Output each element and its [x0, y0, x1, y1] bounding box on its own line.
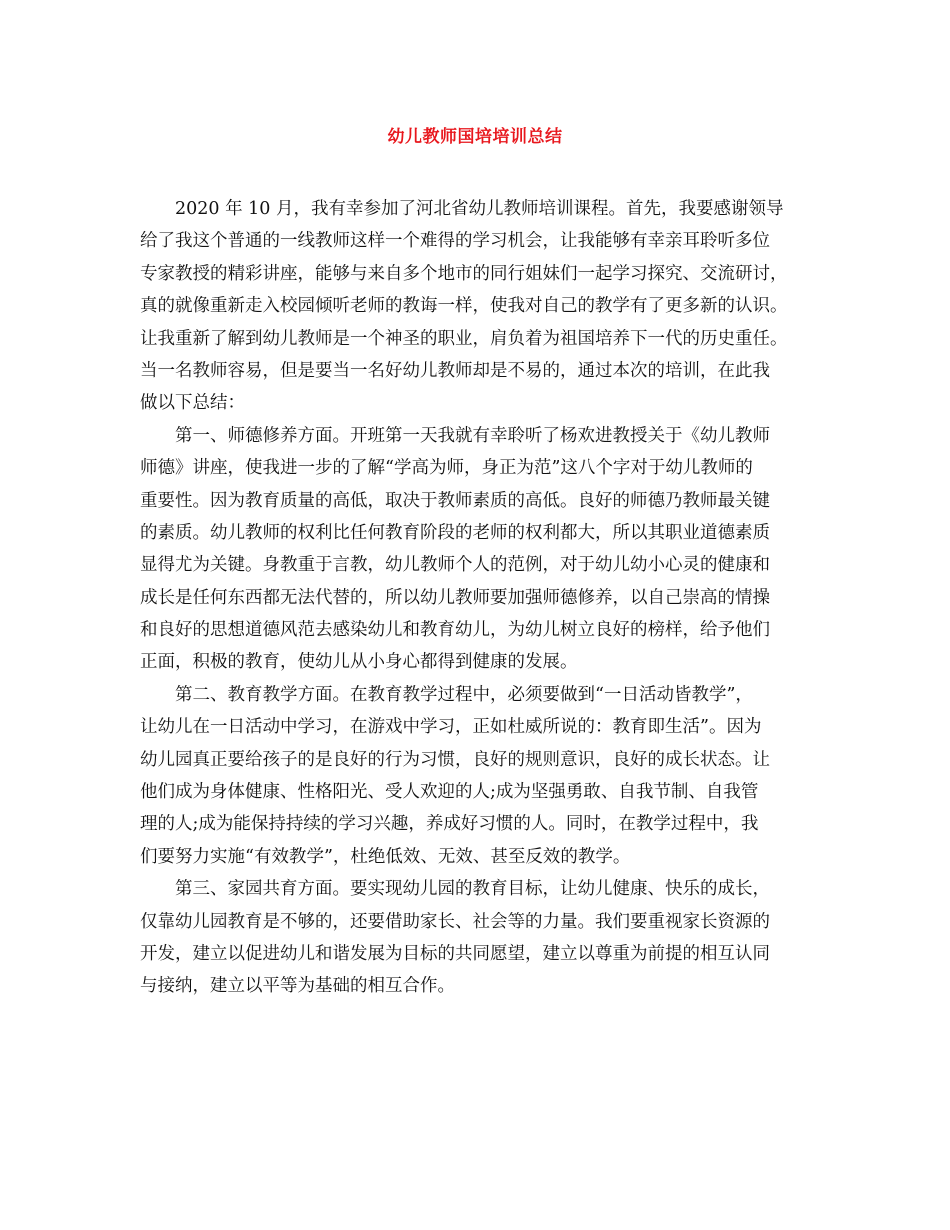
text-line: 第一、师德修养方面。开班第一天我就有幸聆听了杨欢进教授关于《幼儿教师	[175, 425, 770, 446]
text-line: 的素质。幼儿教师的权利比任何教育阶段的老师的权利都大，所以其职业道德素质	[140, 522, 770, 543]
text-line: 显得尤为关键。身教重于言教，幼儿教师个人的范例，对于幼儿幼小心灵的健康和	[140, 555, 770, 576]
text-line: 理的人;成为能保持持续的学习兴趣，养成好习惯的人。同时，在教学过程中，我	[140, 814, 759, 835]
text-line: 专家教授的精彩讲座，能够与来自多个地市的同行姐妹们一起学习探究、交流研讨，	[140, 263, 788, 284]
document-body	[140, 193, 840, 1003]
text-line: 仅靠幼儿园教育是不够的，还要借助家长、社会等的力量。我们要重视家长资源的	[140, 911, 770, 932]
text-line: 第三、家园共育方面。要实现幼儿园的教育目标，让幼儿健康、快乐的成长，	[175, 879, 770, 900]
text-line: 正面，积极的教育，使幼儿从小身心都得到健康的发展。	[140, 652, 578, 673]
text-line: 让我重新了解到幼儿教师是一个神圣的职业，肩负着为祖国培养下一代的历史重任。	[140, 328, 788, 349]
text-line: 与接纳，建立以平等为基础的相互合作。	[140, 976, 455, 997]
text-line: 们要努力实施“有效教学”，杜绝低效、无效、甚至反效的教学。	[140, 846, 631, 867]
text-line: 他们成为身体健康、性格阳光、受人欢迎的人;成为坚强勇敢、自我节制、自我管	[140, 782, 759, 803]
text-line: 真的就像重新走入校园倾听老师的教诲一样，使我对自己的教学有了更多新的认识。	[140, 296, 788, 317]
text-line: 给了我这个普通的一线教师这样一个难得的学习机会，让我能够有幸亲耳聆听多位	[140, 231, 770, 252]
text-line: 重要性。因为教育质量的高低，取决于教师素质的高低。良好的师德乃教师最关键	[140, 490, 770, 511]
text-line: 让幼儿在一日活动中学习，在游戏中学习，正如杜威所说的：教育即生活”。因为	[140, 717, 762, 738]
text-line: 幼儿园真正要给孩子的是良好的行为习惯，良好的规则意识，良好的成长状态。让	[140, 749, 770, 770]
text-line: 做以下总结：	[140, 393, 245, 414]
text-line: 成长是任何东西都无法代替的，所以幼儿教师要加强师德修养，以自己崇高的情操	[140, 587, 770, 608]
document-title: 幼儿教师国培培训总结	[387, 127, 563, 147]
text-line: 当一名教师容易，但是要当一名好幼儿教师却是不易的，通过本次的培训，在此我	[140, 360, 770, 381]
text-line: 2020 年 10 月，我有幸参加了河北省幼儿教师培训课程。首先，我要感谢领导	[175, 199, 784, 219]
text-line: 师德》讲座，使我进一步的了解“学高为师，身正为范”这八个字对于幼儿教师的	[140, 458, 753, 479]
text-line: 和良好的思想道德风范去感染幼儿和教育幼儿，为幼儿树立良好的榜样，给予他们	[140, 620, 770, 641]
text-line: 开发，建立以促进幼儿和谐发展为目标的共同愿望，建立以尊重为前提的相互认同	[140, 943, 770, 964]
text-line: 第二、教育教学方面。在教育教学过程中，必须要做到“一日活动皆教学”，	[175, 684, 753, 705]
